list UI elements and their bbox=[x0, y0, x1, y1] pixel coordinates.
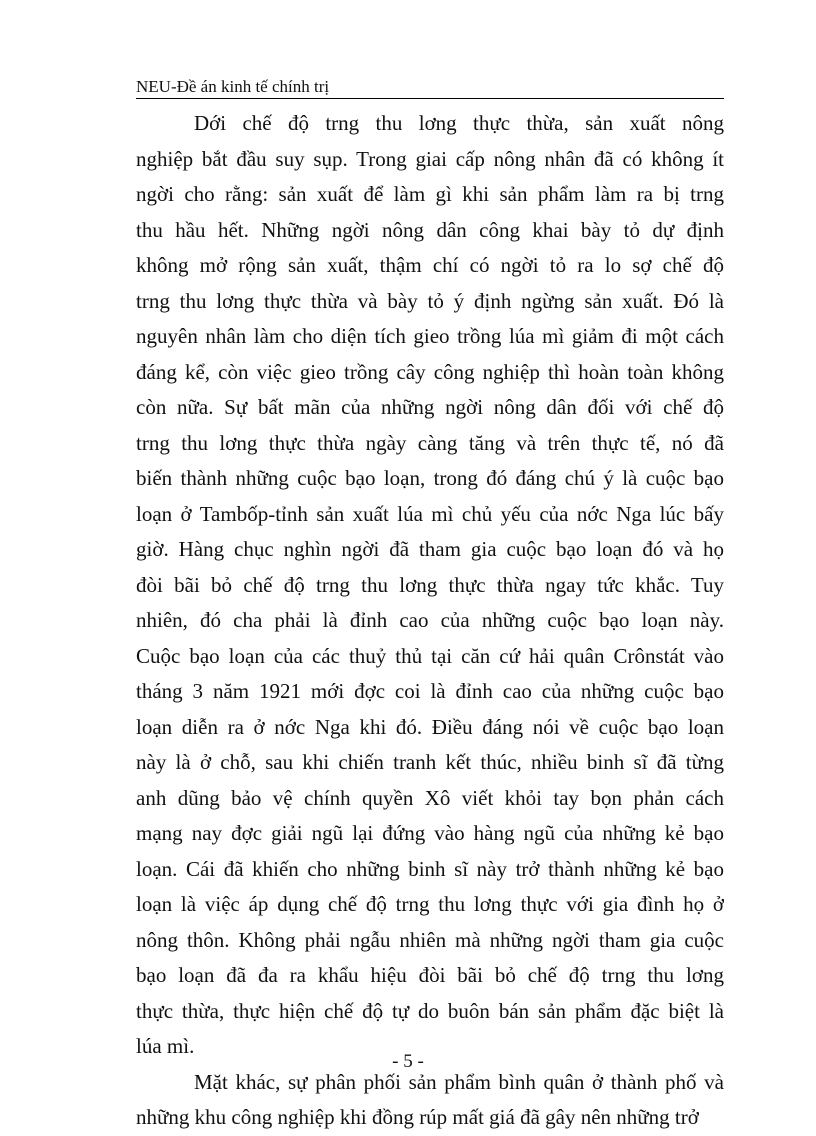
text-line: trng thu lơng thực thừa và bày tỏ ý định ngừng sản xuất. Đó là bbox=[136, 288, 724, 313]
text-line: thu hầu hết. Những ngời nông dân công khai bày tỏ dự định bbox=[136, 217, 724, 242]
text-line: bạo loạn đã đa ra khẩu hiệu đòi bãi bỏ chế độ trng thu lơng bbox=[136, 963, 724, 987]
paragraph bbox=[136, 106, 724, 1065]
text-line: biến thành những cuộc bạo loạn, trong đó đáng chú ý là cuộc bạo bbox=[136, 466, 724, 490]
text-line: loạn ở Tambốp-tỉnh sản xuất lúa mì chủ yếu của nớc Nga lúc bấy bbox=[136, 501, 724, 526]
text-line: này là ở chỗ, sau khi chiến tranh kết thúc, nhiều binh sĩ đã từng bbox=[136, 750, 724, 774]
running-header: NEU-Đề án kinh tế chính trị bbox=[136, 76, 724, 99]
body-text bbox=[136, 106, 724, 1136]
text-line: đáng kể, còn việc gieo trồng cây công nghiệp thì hoàn toàn không bbox=[136, 359, 724, 384]
text-line: loạn là việc áp dụng chế độ trng thu lơng thực với gia đình họ ở bbox=[136, 892, 724, 916]
page-number: - 5 - bbox=[392, 1051, 424, 1072]
text-line: những khu công nghiệp khi đồng rúp mất giá đã gây nên những trở bbox=[136, 1105, 699, 1129]
text-line: anh dũng bảo vệ chính quyền Xô viết khỏi tay bọn phản cách bbox=[136, 785, 724, 810]
text-line: trng thu lơng thực thừa ngày càng tăng và trên thực tế, nó đã bbox=[136, 430, 724, 455]
text-line: nhiên, đó cha phải là đỉnh cao của những cuộc bạo loạn này. bbox=[136, 608, 724, 632]
text-line: thực thừa, thực hiện chế độ tự do buôn bán sản phẩm đặc biệt là bbox=[136, 998, 724, 1023]
text-line: còn nữa. Sự bất mãn của những ngời nông dân đối với chế độ bbox=[136, 395, 724, 419]
text-line: ngời cho rằng: sản xuất để làm gì khi sản phẩm làm ra bị trng bbox=[136, 182, 724, 206]
text-line: lúa mì. bbox=[136, 1034, 195, 1058]
text-line: Cuộc bạo loạn của các thuỷ thủ tại căn cứ hải quân Crônstát vào bbox=[136, 643, 724, 668]
text-line: loạn diễn ra ở nớc Nga khi đó. Điều đáng nói về cuộc bạo loạn bbox=[136, 714, 724, 739]
text-line: Mặt khác, sự phân phối sản phẩm bình quân ở thành phố và bbox=[194, 1069, 724, 1094]
text-line: đòi bãi bỏ chế độ trng thu lơng thực thừa ngay tức khắc. Tuy bbox=[136, 572, 724, 597]
text-line: không mở rộng sản xuất, thậm chí có ngời tỏ ra lo sợ chế độ bbox=[136, 253, 724, 277]
text-line: nghiệp bắt đầu suy sụp. Trong giai cấp nông nhân đã có không ít bbox=[136, 146, 724, 171]
text-line: nông thôn. Không phải ngẫu nhiên mà những ngời tham gia cuộc bbox=[136, 927, 724, 952]
text-line: loạn. Cái đã khiến cho những binh sĩ này trở thành những kẻ bạo bbox=[136, 856, 724, 881]
text-line: giờ. Hàng chục nghìn ngời đã tham gia cuộc bạo loạn đó và họ bbox=[136, 537, 724, 561]
text-line: Dới chế độ trng thu lơng thực thừa, sản xuất nông bbox=[194, 111, 724, 135]
text-line: nguyên nhân làm cho diện tích gieo trồng lúa mì giảm đi một cách bbox=[136, 324, 724, 348]
paragraph bbox=[136, 1065, 724, 1136]
text-line: tháng 3 năm 1921 mới đợc coi là đỉnh cao của những cuộc bạo bbox=[136, 679, 724, 703]
text-line: mạng nay đợc giải ngũ lại đứng vào hàng ngũ của những kẻ bạo bbox=[136, 821, 724, 845]
